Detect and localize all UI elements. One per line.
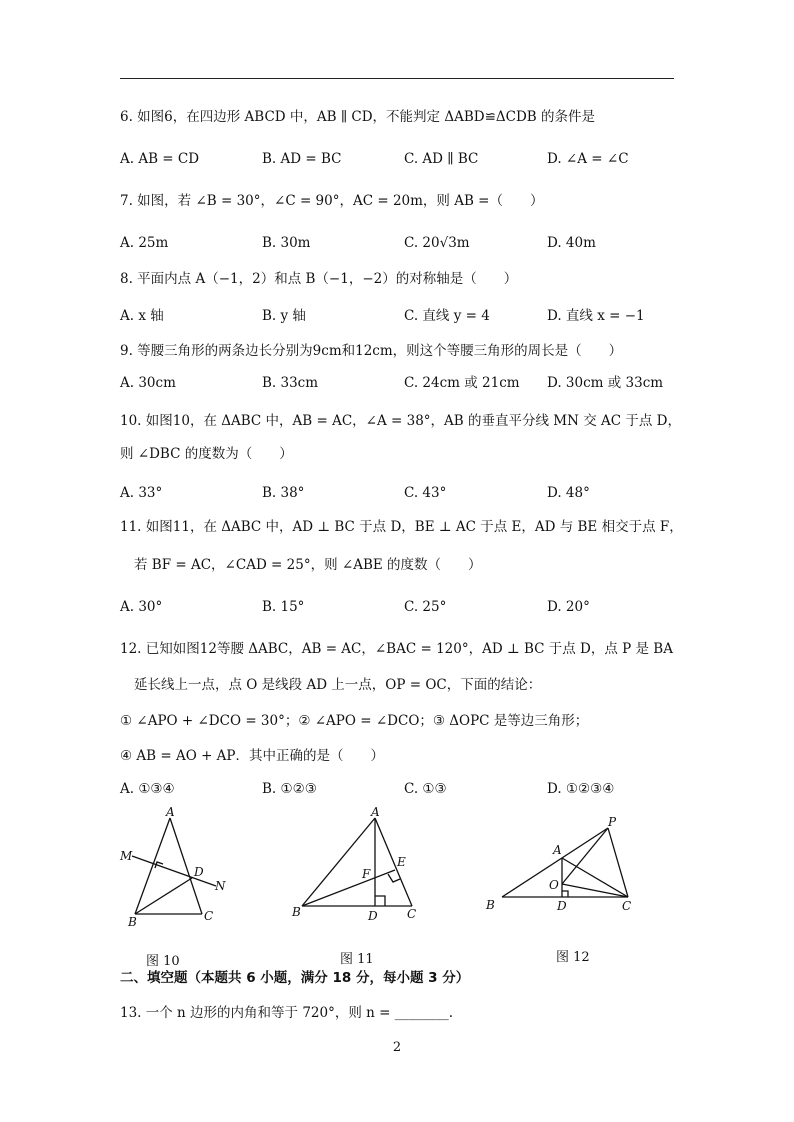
right-angle-mark-e <box>388 874 400 882</box>
question-12-stem-line2: 延长线上一点，点 O 是线段 AD 上一点，OP = OC，下面的结论： <box>134 677 542 693</box>
option-d: D. 30cm 或 33cm <box>547 375 664 391</box>
option-a: A. 33° <box>120 485 163 501</box>
label-d: D <box>557 899 567 913</box>
figure-11 <box>285 800 430 930</box>
question-12-conclusion-4: ④ AB = AO + AP．其中正确的是（ ） <box>120 748 385 764</box>
question-13-stem: 13. 一个 n 边形的内角和等于 720°，则 n = ________. <box>120 1005 454 1021</box>
altitude-be <box>302 870 395 906</box>
option-b: B. 30m <box>262 235 311 251</box>
option-a: A. 25m <box>120 235 169 251</box>
option-b: B. 15° <box>262 599 305 615</box>
side-ac <box>375 818 412 906</box>
question-11-stem: 11. 如图11，在 ΔABC 中，AD ⊥ BC 于点 D，BE ⊥ AC 于点 E，AD 与 BE 相交于点 F， <box>120 519 683 535</box>
label-b: B <box>486 898 495 912</box>
question-12-conclusions: ① ∠APO + ∠DCO = 30°；② ∠APO = ∠DCO；③ ΔOPC 是等边三角形； <box>120 713 589 729</box>
label-a: A <box>371 805 380 819</box>
option-c: C. 20√3m <box>404 235 470 251</box>
option-d: D. 40m <box>547 235 596 251</box>
option-c: C. 43° <box>404 485 447 501</box>
page-number: 2 <box>392 1040 402 1055</box>
question-11-stem-line2: 若 BF = AC，∠CAD = 25°，则 ∠ABE 的度数（ ） <box>134 557 482 573</box>
question-10-stem: 10. 如图10，在 ΔABC 中，AB = AC，∠A = 38°，AB 的垂直平分线 MN 交 AC 于点 D， <box>120 413 682 429</box>
option-d: D. ∠A = ∠C <box>547 151 629 167</box>
option-a: A. x 轴 <box>120 308 164 324</box>
question-9-stem: 9. 等腰三角形的两条边长分别为9cm和12cm，则这个等腰三角形的周长是（ ） <box>120 343 623 359</box>
side-ab <box>135 818 170 914</box>
label-f: F <box>362 867 371 881</box>
label-b: B <box>128 915 137 929</box>
option-a: A. AB = CD <box>120 151 200 167</box>
side-ab <box>302 818 375 906</box>
figure-11-caption: 图 11 <box>340 952 374 967</box>
option-a: A. 30cm <box>120 375 176 391</box>
label-c: C <box>622 899 632 913</box>
option-c: C. ①③ <box>404 781 447 797</box>
option-c: C. 25° <box>404 599 447 615</box>
label-m: M <box>120 849 133 863</box>
option-b: B. y 轴 <box>262 308 306 324</box>
option-d: D. ①②③④ <box>547 781 615 797</box>
figure-12 <box>480 812 640 917</box>
segment-op <box>562 828 608 884</box>
option-a: A. ①③④ <box>120 781 175 797</box>
option-d: D. 20° <box>547 599 590 615</box>
question-10-stem-line2: 则 ∠DBC 的度数为（ ） <box>120 446 293 462</box>
option-c: C. 24cm 或 21cm <box>404 375 520 391</box>
label-d: D <box>368 909 378 923</box>
option-b: B. AD = BC <box>262 151 342 167</box>
section-2-heading: 二、填空题（本题共 6 小题，满分 18 分，每小题 3 分） <box>120 970 470 986</box>
question-6-stem: 6. 如图6，在四边形 ABCD 中，AB ∥ CD，不能判定 ΔABD≌ΔCDB 的条件是 <box>120 109 596 125</box>
label-n: N <box>215 879 226 893</box>
figure-10-caption: 图 10 <box>146 954 180 969</box>
label-p: P <box>608 815 617 829</box>
label-b: B <box>292 905 301 919</box>
right-angle-mark-d <box>375 896 385 906</box>
option-c: C. AD ∥ BC <box>404 151 479 167</box>
option-c: C. 直线 y = 4 <box>404 308 490 324</box>
label-e: E <box>397 855 406 869</box>
question-8-stem: 8. 平面内点 A（−1，2）和点 B（−1，−2）的对称轴是（ ） <box>120 271 518 287</box>
option-a: A. 30° <box>120 599 163 615</box>
right-angle-mark <box>562 891 568 897</box>
label-c: C <box>407 907 417 921</box>
option-d: D. 48° <box>547 485 590 501</box>
label-a: A <box>166 805 175 819</box>
question-12-stem: 12. 已知如图12等腰 ΔABC，AB = AC，∠BAC = 120°，AD ⊥ BC 于点 D，点 P 是 BA <box>120 641 673 657</box>
label-a: A <box>553 843 562 857</box>
top-rule <box>120 78 674 79</box>
figure-10 <box>110 800 240 930</box>
option-b: B. 33cm <box>262 375 319 391</box>
option-d: D. 直线 x = −1 <box>547 308 645 324</box>
figure-12-caption: 图 12 <box>556 950 590 965</box>
segment-bd <box>135 878 192 914</box>
option-b: B. ①②③ <box>262 781 317 797</box>
option-b: B. 38° <box>262 485 305 501</box>
label-c: C <box>204 909 214 923</box>
question-7-stem: 7. 如图，若 ∠B = 30°，∠C = 90°，AC = 20m，则 AB =（ ） <box>120 193 544 209</box>
label-d: D <box>194 865 204 879</box>
label-o: O <box>549 878 559 892</box>
